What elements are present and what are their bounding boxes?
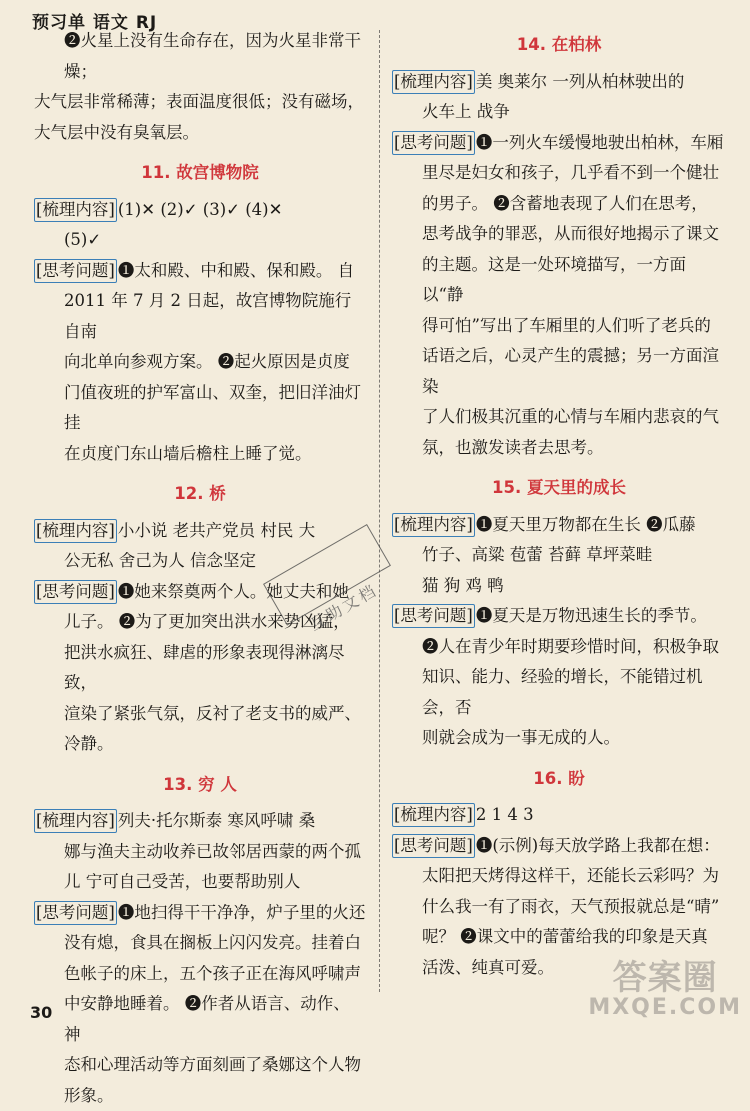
text-line: ❷火星上没有生命存在，因为火星非常干燥； — [34, 26, 366, 87]
text-line: 大气层非常稀薄；表面温度很低；没有磁场， — [34, 87, 366, 118]
text-line: [梳理内容] ❶夏天里万物都在生长 ❷瓜藤 — [392, 510, 726, 541]
text-line: 得可怕”写出了车厢里的人们听了老兵的 — [392, 311, 726, 342]
section-title-13: 13. 穷 人 — [34, 770, 366, 801]
text-line: 门值夜班的护军富山、双奎，把旧洋油灯挂 — [34, 378, 366, 439]
text-line: 形象。 — [34, 1081, 366, 1111]
text-line: 知识、能力、经验的增长，不能错过机会，否 — [392, 662, 726, 723]
text-line: 竹子、高粱 苞蕾 苔藓 草坪菜畦 — [392, 540, 726, 571]
page-number: 30 — [30, 1003, 52, 1022]
text-line: 态和心理活动等方面刻画了桑娜这个人物 — [34, 1050, 366, 1081]
tag-label: [梳理内容] — [392, 513, 475, 537]
text-line: 冷静。 — [34, 729, 366, 760]
watermark-logo — [588, 960, 742, 1020]
text-line: [思考问题] ❶太和殿、中和殿、保和殿。 自 — [34, 256, 366, 287]
tag-label: [思考问题] — [34, 901, 117, 925]
text-line: 里尽是妇女和孩子，几乎看不到一个健壮 — [392, 158, 726, 189]
text-line: (5)✓ — [34, 225, 366, 256]
tag-label: [思考问题] — [392, 131, 475, 155]
text-line: 2011 年 7 月 2 日起，故宫博物院施行自南 — [34, 286, 366, 347]
text-line: 思考战争的罪恶，从而很好地揭示了课文 — [392, 219, 726, 250]
text-line: 在贞度门东山墙后檐柱上睡了觉。 — [34, 439, 366, 470]
tag-label: [梳理内容] — [34, 809, 117, 833]
text-line: 活泼、纯真可爱。 — [392, 953, 726, 984]
text-line: 娜与渔夫主动收养已故邻居西蒙的两个孤 — [34, 837, 366, 868]
section-title-16: 16. 盼 — [392, 764, 726, 795]
text-line: [思考问题] ❶地扫得干干净净，炉子里的火还 — [34, 898, 366, 929]
text-line: [梳理内容] 美 奥莱尔 一列从柏林驶出的 — [392, 67, 726, 98]
section-title-12: 12. 桥 — [34, 479, 366, 510]
text-line: [梳理内容] 小小说 老共产党员 村民 大 — [34, 516, 366, 547]
text-line: [梳理内容] (1)✕ (2)✓ (3)✓ (4)✕ — [34, 195, 366, 226]
tag-label: [思考问题] — [34, 259, 117, 283]
text-line: 了人们极其沉重的心情与车厢内悲哀的气 — [392, 402, 726, 433]
watermark-text: 答案圈 — [588, 960, 742, 996]
text-line: [梳理内容] 2 1 4 3 — [392, 800, 726, 831]
left-column — [34, 26, 366, 1002]
text-line: 大气层中没有臭氧层。 — [34, 118, 366, 149]
text-line: ❷人在青少年时期要珍惜时间，积极争取 — [392, 632, 726, 663]
section-title-11: 11. 故宫博物院 — [34, 158, 366, 189]
tag-label: [梳理内容] — [392, 70, 475, 94]
text-line: 中安静地睡着。 ❷作者从语言、动作、神 — [34, 989, 366, 1050]
section-title-14: 14. 在柏林 — [392, 30, 726, 61]
text-line: 儿 宁可自己受苦，也要帮助别人 — [34, 867, 366, 898]
tag-label: [思考问题] — [392, 604, 475, 628]
text-line: 没有熄，食具在搁板上闪闪发亮。挂着白 — [34, 928, 366, 959]
column-divider — [379, 30, 380, 992]
text-line: [思考问题] ❶她来祭奠两个人。她丈夫和她 — [34, 577, 366, 608]
text-line: 话语之后，心灵产生的震撼；另一方面渲染 — [392, 341, 726, 402]
right-column — [392, 26, 726, 1002]
text-line: 向北单向参观方案。 ❷起火原因是贞度 — [34, 347, 366, 378]
text-line: 的主题。这是一处环境描写，一方面以“静 — [392, 250, 726, 311]
stamp-text: 互助文档 — [304, 578, 381, 636]
text-line: 把洪水疯狂、肆虐的形象表现得淋漓尽致， — [34, 638, 366, 699]
text-line: 公无私 舍己为人 信念坚定 — [34, 546, 366, 577]
page-header: 预习单 语文 RJ — [32, 8, 157, 33]
watermark-url: MXQE.COM — [588, 996, 742, 1020]
text-line: 儿子。 ❷为了更加突出洪水来势凶猛， — [34, 607, 366, 638]
tag-label: [梳理内容] — [392, 803, 475, 827]
text-line: 火车上 战争 — [392, 97, 726, 128]
tag-label: [梳理内容] — [34, 519, 117, 543]
text-line: [梳理内容] 列夫·托尔斯泰 寒风呼啸 桑 — [34, 806, 366, 837]
text-line: 氛，也激发读者去思考。 — [392, 433, 726, 464]
text-line: [思考问题] ❶(示例)每天放学路上我都在想： — [392, 831, 726, 862]
section-title-15: 15. 夏天里的成长 — [392, 473, 726, 504]
text-line: 渲染了紧张气氛，反衬了老支书的威严、 — [34, 699, 366, 730]
text-line: 什么我一有了雨衣，天气预报就总是“晴” — [392, 892, 726, 923]
tag-label: [梳理内容] — [34, 198, 117, 222]
text-line: [思考问题] ❶一列火车缓慢地驶出柏林，车厢 — [392, 128, 726, 159]
text-line: [思考问题] ❶夏天是万物迅速生长的季节。 — [392, 601, 726, 632]
text-line: 呢？ ❷课文中的蕾蕾给我的印象是天真 — [392, 922, 726, 953]
tag-label: [思考问题] — [392, 834, 475, 858]
text-line: 猫 狗 鸡 鸭 — [392, 571, 726, 602]
text-line: 的男子。 ❷含蓄地表现了人们在思考， — [392, 189, 726, 220]
text-line: 则就会成为一事无成的人。 — [392, 723, 726, 754]
text-line: 色帐子的床上，五个孩子正在海风呼啸声 — [34, 959, 366, 990]
text-line: 太阳把天烤得这样干，还能长云彩吗？为 — [392, 861, 726, 892]
tag-label: [思考问题] — [34, 580, 117, 604]
